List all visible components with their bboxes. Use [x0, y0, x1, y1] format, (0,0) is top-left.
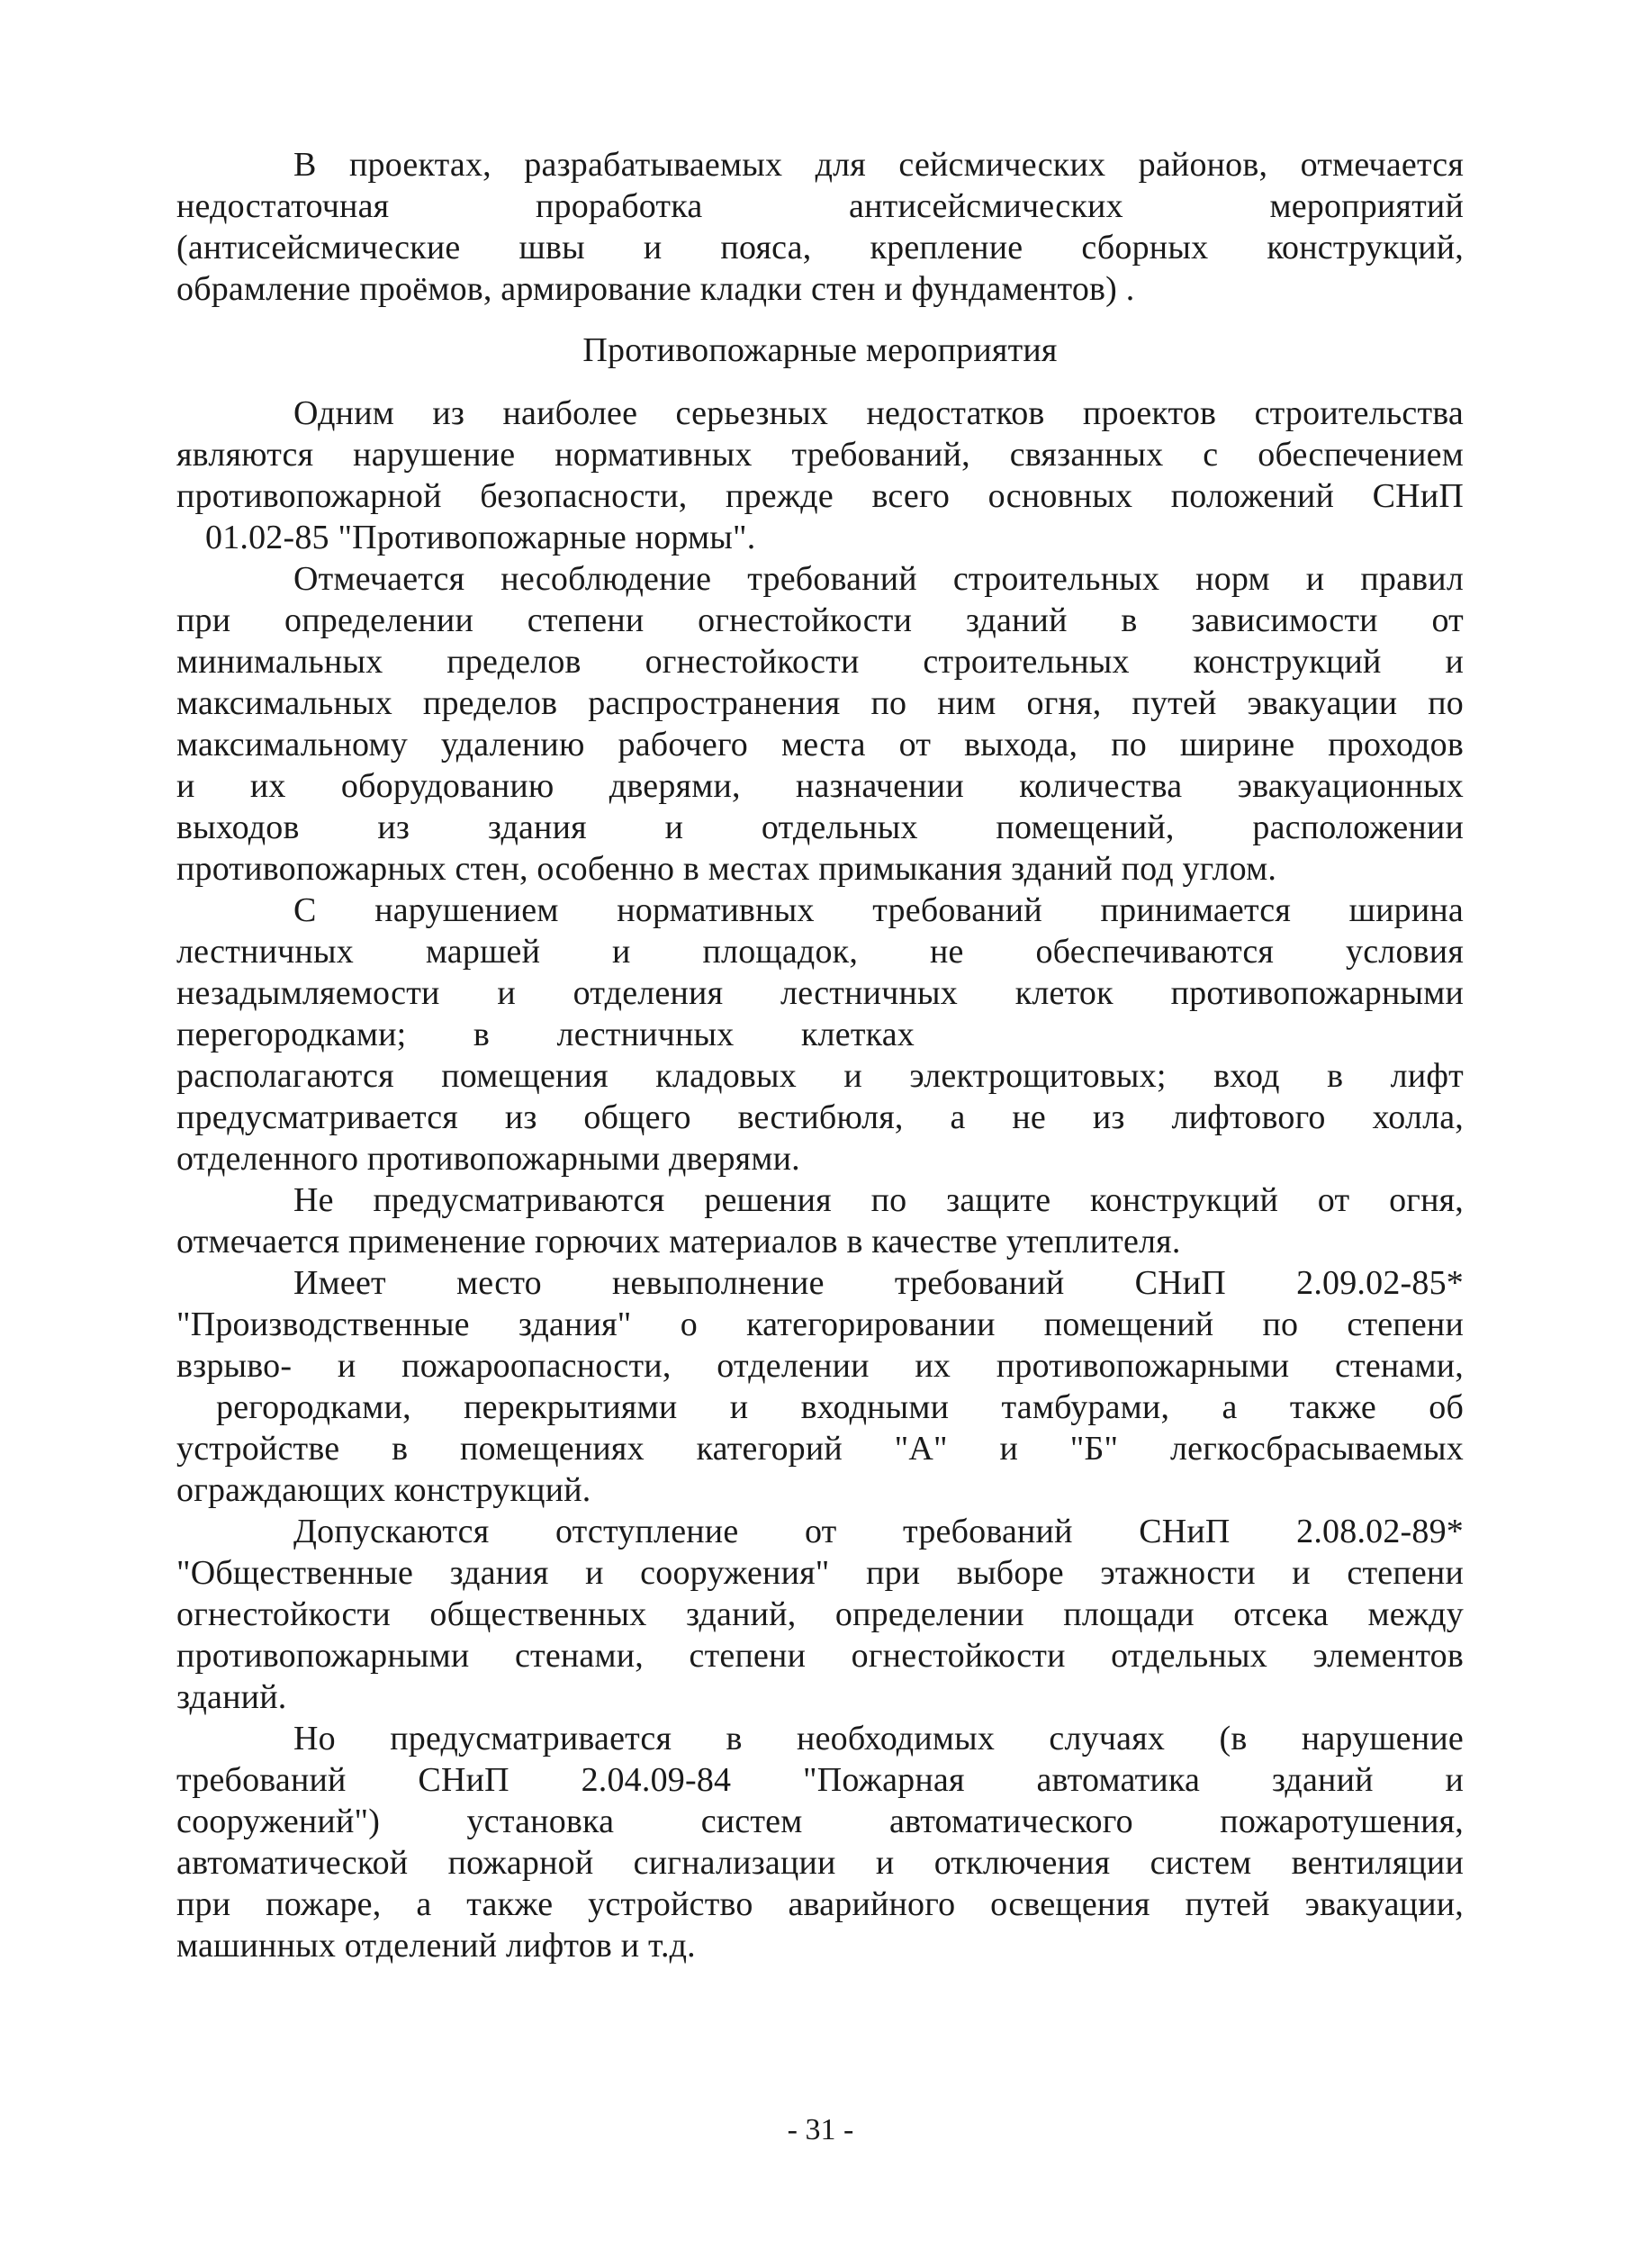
text-line: максимальному удалению рабочего места от выхода, по ширине проходов	[176, 726, 1464, 764]
text-line: Но предусматривается в необходимых случаях (в нарушение	[293, 1720, 1464, 1757]
text-line: Отмечается несоблюдение требований строительных норм и правил	[293, 560, 1464, 598]
text-line: максимальных пределов распространения по ним огня, путей эвакуации по	[176, 684, 1464, 722]
page-number: - 31 -	[787, 2113, 854, 2146]
text-line: отмечается применение горючих материалов в качестве утеплителя.	[176, 1223, 1181, 1261]
text-line: машинных отделений лифтов и т.д.	[176, 1927, 696, 1965]
text-line: Допускаются отступление от требований СНиП 2.08.02-89*	[293, 1513, 1464, 1550]
text-line: В проектах, разрабатываемых для сейсмических районов, отмечается	[293, 146, 1464, 184]
text-line: предусматривается из общего вестибюля, а не из лифтового холла,	[176, 1098, 1464, 1136]
text-line: ограждающих конструкций.	[176, 1471, 591, 1509]
text-line: взрыво- и пожароопасности, отделении их противопожарными стенами,	[176, 1347, 1464, 1385]
text-line: располагаются помещения кладовых и электрощитовых; вход в лифт	[176, 1057, 1464, 1095]
text-line: перегородками; в лестничных клетках	[176, 1016, 915, 1053]
text-line: и их оборудованию дверями, назначении количества эвакуационных	[176, 767, 1464, 805]
text-line: Не предусматриваются решения по защите конструкций от огня,	[293, 1181, 1464, 1219]
text-line: "Производственные здания" о категорировании помещений по степени	[176, 1306, 1464, 1343]
text-line: противопожарной безопасности, прежде всего основных положений СНиП	[176, 477, 1464, 515]
text-line: при определении степени огнестойкости зданий в зависимости от	[176, 601, 1464, 639]
text-line: огнестойкости общественных зданий, определении площади отсека между	[176, 1595, 1464, 1633]
text-line: при пожаре, а также устройство аварийного освещения путей эвакуации,	[176, 1885, 1464, 1923]
text-line: устройстве в помещениях категорий "А" и "Б" легкосбрасываемых	[176, 1430, 1464, 1468]
text-line: обрамление проёмов, армирование кладки стен и фундаментов) .	[176, 270, 1135, 308]
text-line: противопожарными стенами, степени огнестойкости отдельных элементов	[176, 1637, 1464, 1675]
text-line: регородками, перекрытиями и входными тамбурами, а также об	[216, 1388, 1464, 1426]
text-line: сооружений") установка систем автоматического пожаротушения,	[176, 1803, 1464, 1840]
text-line: Имеет место невыполнение требований СНиП 2.09.02-85*	[293, 1264, 1464, 1302]
text-line: недостаточная проработка антисейсмических мероприятий	[176, 187, 1464, 225]
text-line: Одним из наиболее серьезных недостатков проектов строительства	[293, 394, 1464, 432]
text-line: 01.02-85 "Противопожарные нормы".	[205, 519, 756, 556]
text-line: автоматической пожарной сигнализации и отключения систем вентиляции	[176, 1844, 1464, 1882]
text-line: лестничных маршей и площадок, не обеспечиваются условия	[176, 933, 1464, 971]
text-line: "Общественные здания и сооружения" при выборе этажности и степени	[176, 1554, 1464, 1592]
text-line: противопожарных стен, особенно в местах примыкания зданий под углом.	[176, 850, 1277, 888]
text-line: являются нарушение нормативных требований, связанных с обеспечением	[176, 436, 1464, 474]
text-line: зданий.	[176, 1678, 287, 1716]
section-heading: Противопожарные мероприятия	[582, 331, 1058, 369]
text-line: отделенного противопожарными дверями.	[176, 1140, 800, 1178]
text-line: требований СНиП 2.04.09-84 "Пожарная автоматика зданий и	[176, 1761, 1464, 1799]
text-line: незадымляемости и отделения лестничных клеток противопожарными	[176, 974, 1464, 1012]
text-line: выходов из здания и отдельных помещений, расположении	[176, 809, 1464, 846]
text-line: (антисейсмические швы и пояса, крепление сборных конструкций,	[176, 229, 1464, 267]
text-line: минимальных пределов огнестойкости строительных конструкций и	[176, 643, 1464, 681]
text-line: С нарушением нормативных требований принимается ширина	[293, 891, 1464, 929]
